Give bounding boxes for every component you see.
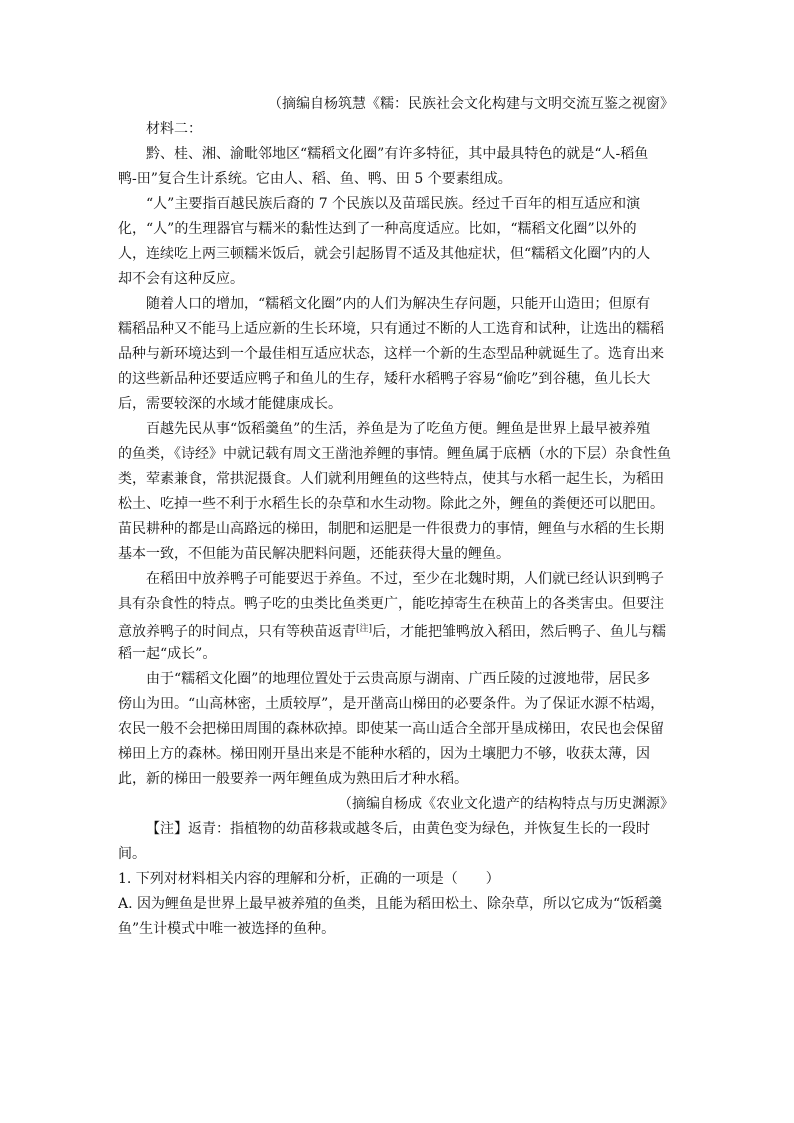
text-line: 后，需要较深的水域才能健康成长。 <box>118 396 342 412</box>
text-line: 鱼”生计模式中唯一被选择的鱼种。 <box>118 921 336 937</box>
text-line: A. 因为鲤鱼是世界上最早被养殖的鱼类，且能为稻田松土、除杂草，所以它成为“饭稻羹 <box>118 896 663 912</box>
text-segment: 后，才能把雏鸭放入稻田，然后鸭子、鱼儿与糯 <box>372 624 667 640</box>
paragraph-3 <box>118 292 674 417</box>
paragraph-2 <box>118 192 674 292</box>
document-page <box>118 92 674 942</box>
paragraph-5 <box>118 567 674 667</box>
footnote-marker: [注] <box>356 624 373 634</box>
source-citation-2: （摘编自杨成《农业文化遗产的结构特点与历史渊源》 <box>338 796 674 812</box>
question-1: 1. 下列对材料相关内容的理解和分析，正确的一项是（ ） <box>118 871 500 887</box>
text-line: 却不会有这种反应。 <box>118 271 244 287</box>
text-line: 类，荤素兼食，常拱泥摄食。人们就利用鲤鱼的这些特点，使其与水稻一起生长，为稻田 <box>118 471 664 487</box>
text-line: 品种与新环境达到一个最佳相互适应状态，这样一个新的生态型品种就诞生了。选育出来 <box>118 346 664 362</box>
text-line: 间。 <box>118 846 146 862</box>
material-2-heading: 材料二： <box>146 121 202 137</box>
text-line: 的这些新品种还要适应鸭子和鱼儿的生存，矮秆水稻鸭子容易“偷吃”到谷穗，鱼儿长大 <box>118 371 651 387</box>
text-line <box>118 617 674 642</box>
paragraph-6 <box>118 667 674 792</box>
paragraph-4 <box>118 417 674 567</box>
option-a <box>118 892 674 942</box>
paragraph-1 <box>118 142 674 192</box>
text-line: 傍山为田。“山高林密，土质较厚”，是开凿高山梯田的必要条件。为了保证水源不枯竭， <box>118 696 665 712</box>
text-line: 黔、桂、湘、渝毗邻地区“糯稻文化圈”有许多特征，其中最具特色的就是“人-稻鱼 <box>146 146 649 162</box>
text-line: 由于“糯稻文化圈”的地理位置处于云贵高原与湖南、广西丘陵的过渡地带，居民多 <box>146 671 651 687</box>
text-segment: 意放养鸭子的时间点，只有等秧苗返青 <box>118 624 356 640</box>
text-line: “人”主要指百越民族后裔的 7 个民族以及苗瑶民族。经过千百年的相互适应和演 <box>146 196 641 212</box>
text-line: 松土、吃掉一些不利于水稻生长的杂草和水生动物。除此之外，鲤鱼的粪便还可以肥田。 <box>118 496 664 512</box>
text-line: 稻一起“成长”。 <box>118 646 217 662</box>
text-line: 人，连续吃上两三顿糯米饭后，就会引起肠胃不适及其他症状，但“糯稻文化圈”内的人 <box>118 246 651 262</box>
text-line: 【注】返青：指植物的幼苗移栽或越冬后，由黄色变为绿色，并恢复生长的一段时 <box>146 821 650 837</box>
text-line: 鸭-田”复合生计系统。它由人、稻、鱼、鸭、田 5 个要素组成。 <box>118 171 512 187</box>
source-citation-1: （摘编自杨筑慧《糯：民族社会文化构建与文明交流互鉴之视窗》 <box>268 96 674 112</box>
text-line: 化，“人”的生理器官与糯米的黏性达到了一种高度适应。比如，“糯稻文化圈”以外的 <box>118 221 637 237</box>
text-line: 糯稻品种又不能马上适应新的生长环境，只有通过不断的人工选育和试种，让选出的糯稻 <box>118 321 664 337</box>
text-line: 此，新的梯田一般要养一两年鲤鱼成为熟田后才种水稻。 <box>118 771 468 787</box>
text-line: 苗民耕种的都是山高路远的梯田，制肥和运肥是一件很费力的事情，鲤鱼与水稻的生长期 <box>118 521 664 537</box>
text-line: 的鱼类，《诗经》中就记载有周文王凿池养鲤的事情。鲤鱼属于底栖（水的下层）杂食性鱼 <box>118 446 671 462</box>
text-line: 梯田上方的森林。梯田刚开垦出来是不能种水稻的，因为土壤肥力不够，收获太薄，因 <box>118 746 650 762</box>
text-line: 百越先民从事“饭稻羹鱼”的生活，养鱼是为了吃鱼方便。鲤鱼是世界上最早被养殖 <box>146 421 651 437</box>
text-line: 基本一致，不但能为苗民解决肥料问题，还能获得大量的鲤鱼。 <box>118 546 510 562</box>
text-line: 农民一般不会把梯田周围的森林砍掉。即使某一高山适合全部开垦成梯田，农民也会保留 <box>118 721 664 737</box>
annotation-note <box>118 817 674 867</box>
text-line: 在稻田中放养鸭子可能要迟于养鱼。不过，至少在北魏时期，人们就已经认识到鸭子 <box>146 571 664 587</box>
text-line: 具有杂食性的特点。鸭子吃的虫类比鱼类更广，能吃掉寄生在秧苗上的各类害虫。但要注 <box>118 596 664 612</box>
text-line: 随着人口的增加，“糯稻文化圈”内的人们为解决生存问题，只能开山造田；但原有 <box>146 296 651 312</box>
